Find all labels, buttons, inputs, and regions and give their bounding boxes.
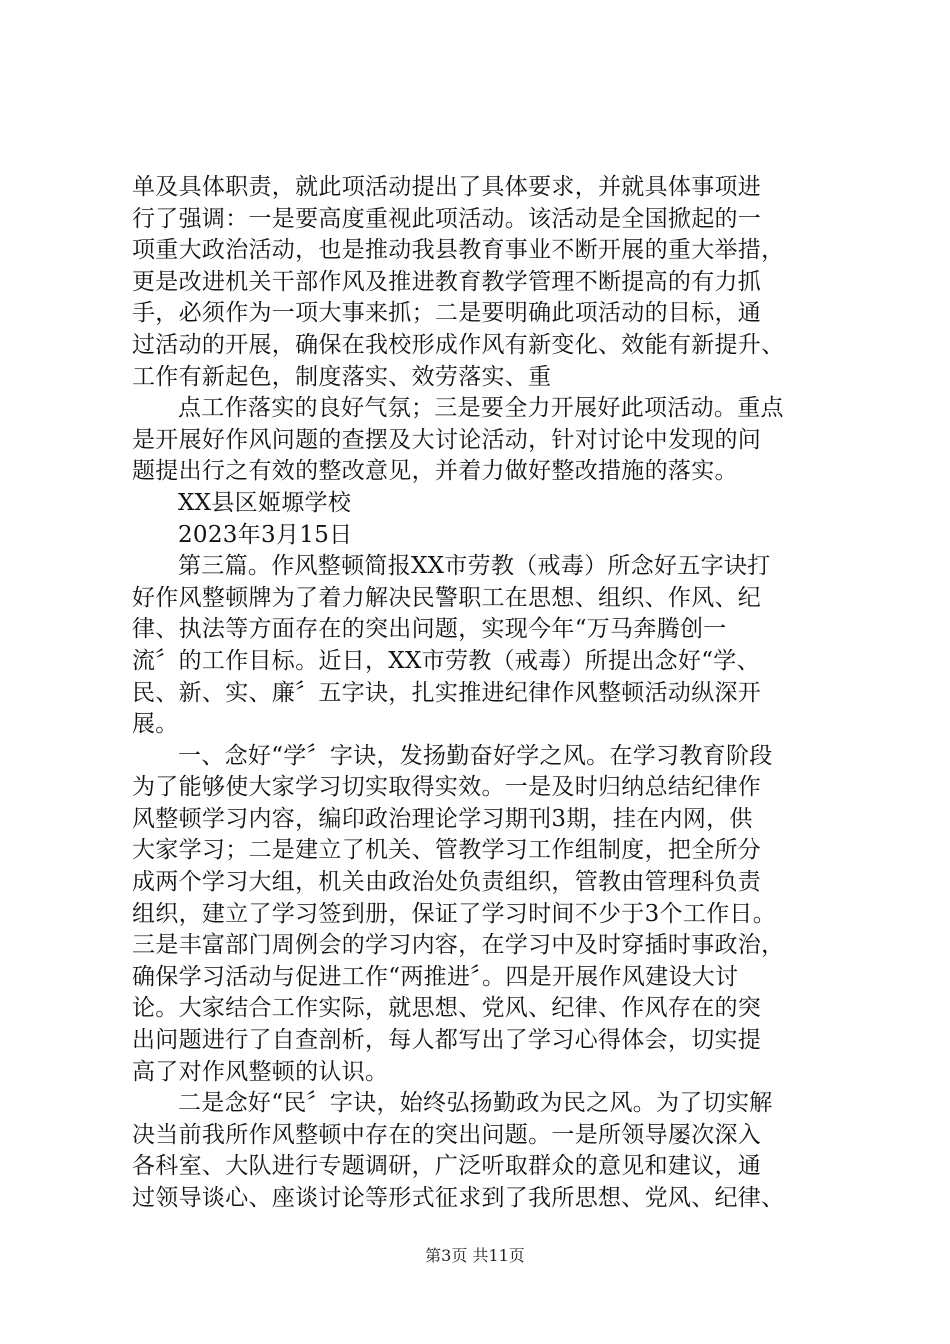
- text-line: 流〞的工作目标。近日，XX市劳教（戒毒）所提出念好“学、: [132, 647, 760, 674]
- text-line: 二是念好“民〞字诀，始终弘扬勤政为民之风。为了切实解: [178, 1090, 773, 1117]
- text-line: 2023年3月15日: [178, 521, 353, 548]
- text-line: 展。: [132, 711, 179, 738]
- text-line: 出问题进行了自查剖析，每人都写出了学习心得体会，切实提: [132, 1027, 762, 1054]
- text-line: 行了强调：一是要高度重视此项活动。该活动是全国掀起的一: [132, 205, 762, 232]
- text-line: 论。大家结合工作实际，就思想、党风、纪律、作风存在的突: [132, 995, 762, 1022]
- text-line: 点工作落实的良好气氛；三是要全力开展好此项活动。重点: [178, 395, 784, 422]
- text-line: 各科室、大队进行专题调研，广泛听取群众的意见和建议，通: [132, 1153, 762, 1180]
- text-line: 律、执法等方面存在的突出问题，实现今年“万马奔腾创一: [132, 616, 727, 643]
- text-line: 单及具体职责，就此项活动提出了具体要求，并就具体事项进: [132, 174, 762, 200]
- text-line: 高了对作风整顿的认识。: [132, 1058, 389, 1085]
- document-body: [132, 172, 832, 1215]
- text-line: 是开展好作风问题的查摆及大讨论活动，针对讨论中发现的问: [132, 426, 762, 453]
- text-line: 决当前我所作风整顿中存在的突出问题。一是所领导屡次深入: [132, 1121, 762, 1148]
- page-footer: [0, 1243, 950, 1266]
- text-line: 手，必须作为一项大事来抓；二是要明确此项活动的目标，通: [132, 300, 762, 327]
- text-line: 更是改进机关干部作风及推进教育教学管理不断提高的有力抓: [132, 268, 762, 295]
- text-line: 一、念好“学〞字诀，发扬勤奋好学之风。在学习教育阶段: [178, 742, 773, 769]
- text-line: 过领导谈心、座谈讨论等形式征求到了我所思想、党风、纪律、: [132, 1185, 785, 1211]
- text-line: 项重大政治活动，也是推动我县教育事业不断开展的重大举措，: [132, 237, 785, 264]
- text-line: 好作风整顿牌为了着力解决民警职工在思想、组织、作风、纪: [132, 584, 762, 611]
- text-line: 第三篇。作风整顿简报XX市劳教（戒毒）所念好五字诀打: [178, 553, 771, 580]
- text-line: 三是丰富部门周例会的学习内容，在学习中及时穿插时事政治，: [132, 932, 785, 959]
- text-line: 大家学习；二是建立了机关、管教学习工作组制度，把全所分: [132, 837, 762, 864]
- text-line: 确保学习活动与促进工作“两推进〞。四是开展作风建设大讨: [132, 963, 739, 990]
- text-line: 为了能够使大家学习切实取得实效。一是及时归纳总结纪律作: [132, 774, 762, 801]
- text-line: 题提出行之有效的整改意见，并着力做好整改措施的落实。: [132, 458, 738, 485]
- text-line: 组织，建立了学习签到册，保证了学习时间不少于3个工作日。: [132, 900, 777, 927]
- text-line: 过活动的开展，确保在我校形成作风有新变化、效能有新提升、: [132, 331, 785, 358]
- page-number: 第3页 共11页: [425, 1246, 525, 1265]
- text-line: 工作有新起色，制度落实、效劳落实、重: [132, 363, 552, 390]
- text-line: 成两个学习大组，机关由政治处负责组织，管教由管理科负责: [132, 869, 762, 896]
- text-line: 风整顿学习内容，编印政治理论学习期刊3期，挂在内网，供: [132, 805, 753, 832]
- text-line: XX县区姬塬学校: [178, 489, 352, 516]
- text-line: 民、新、实、廉〞五字诀，扎实推进纪律作风整顿活动纵深开: [132, 679, 762, 706]
